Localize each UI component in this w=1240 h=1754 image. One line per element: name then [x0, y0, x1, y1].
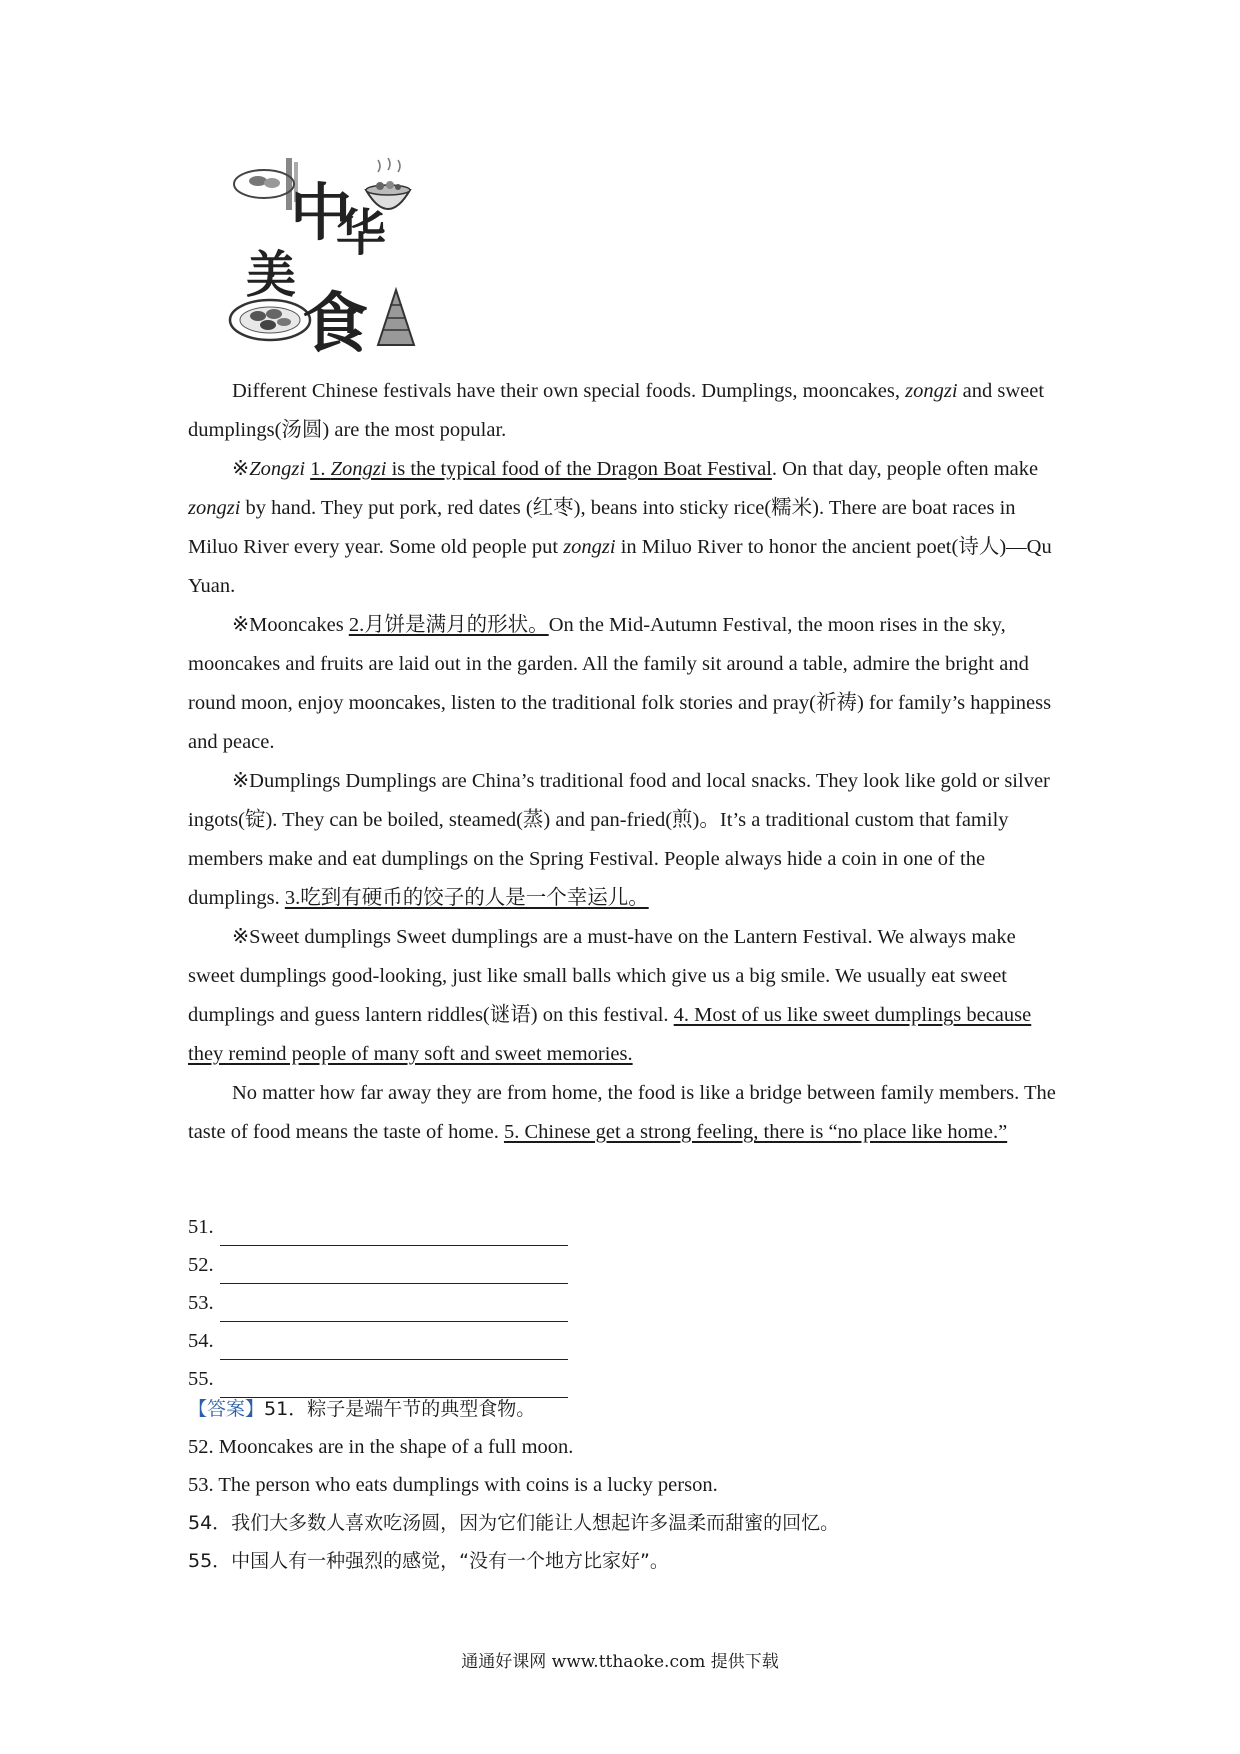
underlined-sentence-2: 2.月饼是满月的形状。 — [348, 614, 549, 636]
blank-line — [220, 1295, 568, 1322]
blank-row: 54. — [188, 1322, 568, 1360]
blank-row: 53. — [188, 1284, 568, 1322]
underlined-sentence-3: 3.吃到有硬币的饺子的人是一个幸运儿。 — [284, 887, 649, 909]
blank-line — [220, 1333, 568, 1360]
blank-line — [220, 1257, 568, 1284]
logo-char: 食 — [302, 284, 368, 360]
paragraph-mooncakes: ※Mooncakes 2.月饼是满月的形状。On the Mid-Autumn Festival, the moon rises in the sky, mooncakes and fruits are laid out in the garden. All the family sit around a table, admire the bright and round moon, enjoy mooncakes, listen to the traditional folk stories and pray(祈祷) for family’s happiness and peace. — [188, 614, 1052, 753]
answer-blanks — [188, 1208, 568, 1398]
paragraph-zongzi: ※Zongzi 1. Zongzi is the typical food of the Dragon Boat Festival. On that day, people often make zongzi by hand. They put pork, red dates (红枣), beans into sticky rice(糯米). There are boat races in Miluo River every year. Some old people put zongzi in Miluo River to honor the ancient poet(诗人)—Qu Yuan. — [188, 458, 1052, 597]
answer-52: 52. Mooncakes are in the shape of a full moon. — [188, 1436, 574, 1458]
logo-char: 中 — [290, 176, 353, 249]
blank-row: 51. — [188, 1208, 568, 1246]
logo-char: 华 — [336, 203, 386, 262]
paragraph-closing: No matter how far away they are from home, the food is like a bridge between family members. The taste of food means the taste of home. 5. Chinese get a strong feeling, there is “no place like home.” — [188, 1082, 1056, 1143]
answer-tag: 【答案】 — [188, 1398, 265, 1420]
answer-55: 55．中国人有一种强烈的感觉，“没有一个地方比家好”。 — [188, 1550, 669, 1572]
chinese-cuisine-logo — [228, 150, 428, 360]
blank-row: 55. — [188, 1360, 568, 1398]
blank-line — [220, 1219, 568, 1246]
logo-char: 美 — [246, 245, 296, 304]
blank-row: 52. — [188, 1246, 568, 1284]
paragraph-dumplings: ※Dumplings Dumplings are China’s traditional food and local snacks. They look like gold or silver ingots(锭). They can be boiled, steamed(蒸) and pan-fried(煎)。It’s a traditional custom that family members make and eat dumplings on the Spring Festival. People always hide a coin in one of the dumplings. 3.吃到有硬币的饺子的人是一个幸运儿。 — [188, 770, 1050, 909]
paragraph-intro: Different Chinese festivals have their own special foods. Dumplings, mooncakes, zongzi and sweet dumplings(汤圆) are the most popular. — [188, 380, 1045, 441]
answer-key — [188, 1390, 1068, 1580]
answer-53: 53. The person who eats dumplings with coins is a lucky person. — [188, 1474, 718, 1496]
page-footer: 通通好课网 www.tthaoke.com 提供下载 — [461, 1652, 779, 1672]
paragraph-sweet-dumplings: ※Sweet dumplings Sweet dumplings are a must-have on the Lantern Festival. We always make sweet dumplings good-looking, just like small balls which give us a big smile. We usually eat sweet dumplings and guess lantern riddles(谜语) on this festival. 4. Most of us like sweet dumplings because they remind people of many soft and sweet memories. — [188, 926, 1032, 1065]
answer-51: 【答案】51．粽子是端午节的典型食物。 — [188, 1398, 536, 1420]
underlined-sentence-1: 1. Zongzi is the typical food of the Dragon Boat Festival — [310, 458, 772, 480]
answer-54: 54．我们大多数人喜欢吃汤圆，因为它们能让人想起许多温柔而甜蜜的回忆。 — [188, 1512, 840, 1534]
reading-passage — [188, 372, 1060, 1152]
underlined-sentence-5: 5. Chinese get a strong feeling, there is “no place like home.” — [503, 1121, 1008, 1143]
underlined-sentence-4: 4. Most of us like sweet dumplings because they remind people of many soft and sweet memories. — [188, 1004, 1032, 1065]
